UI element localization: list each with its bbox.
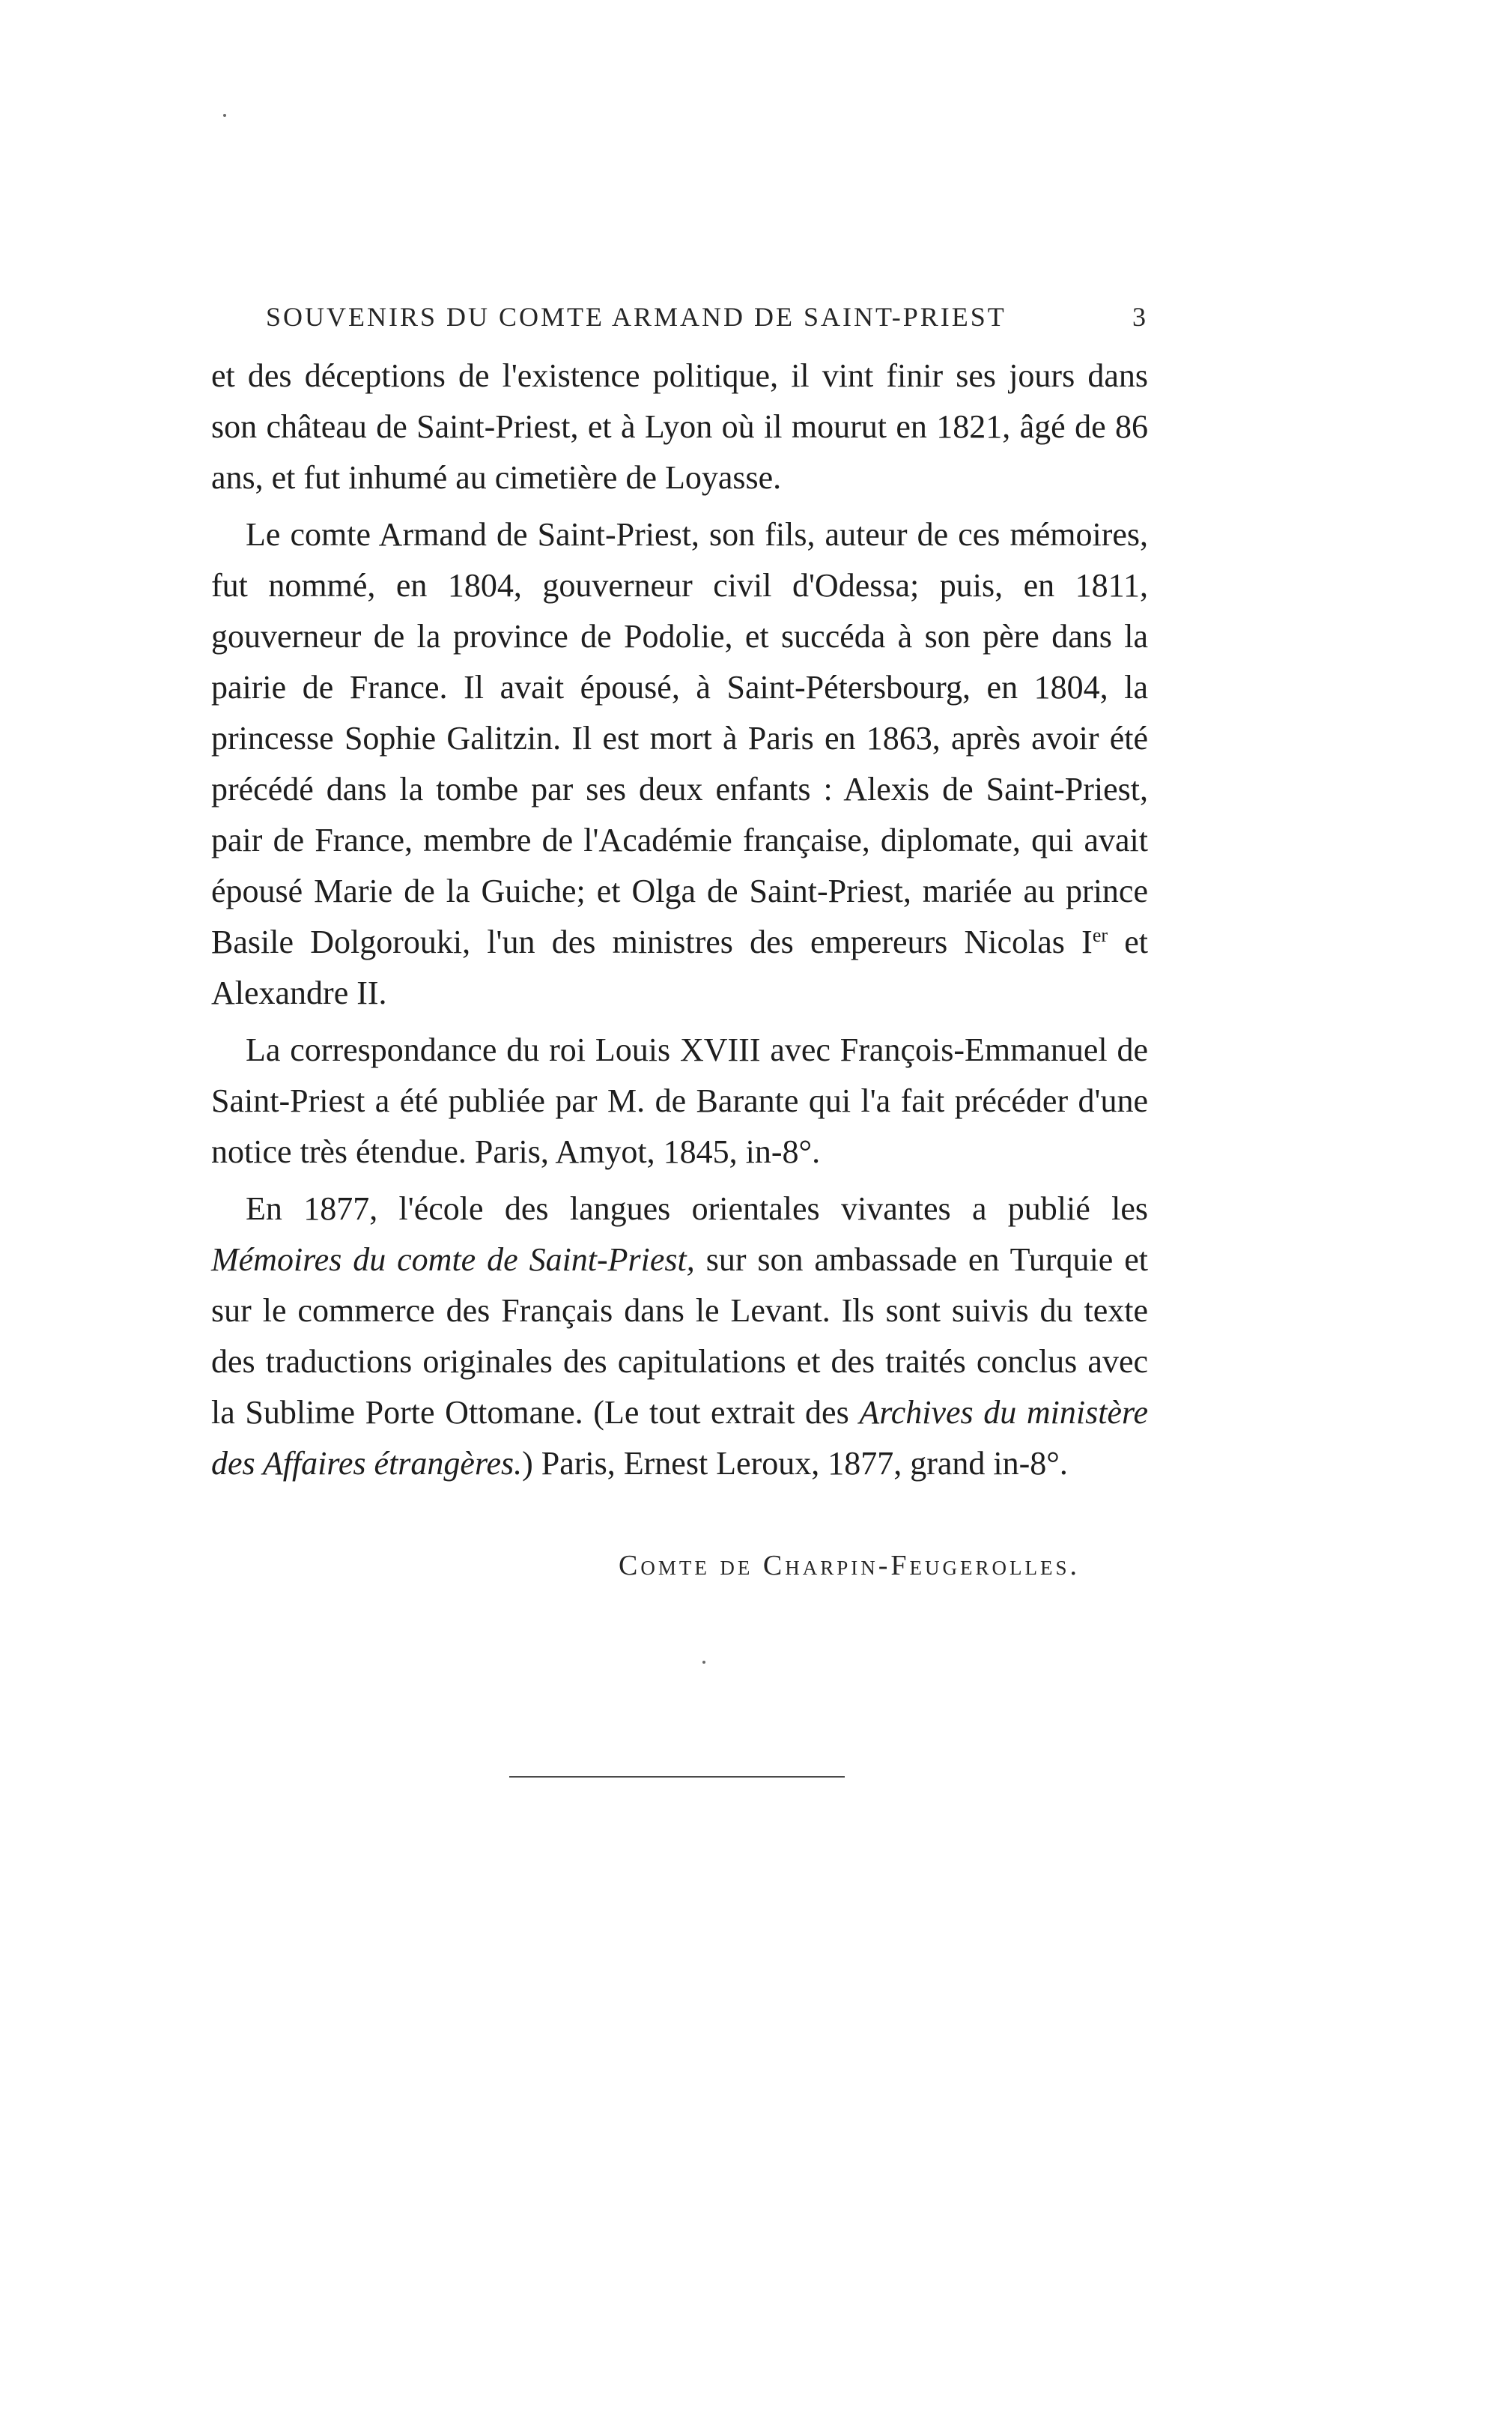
paragraph-memoires xyxy=(211,1184,1148,1489)
paragraph-armand xyxy=(211,509,1148,1019)
body-text xyxy=(211,351,1148,1495)
paper-speck xyxy=(223,114,226,117)
paragraph-armand-end: et Alexandre II. xyxy=(211,924,1149,1011)
paragraph-continued: et des déceptions de l'existence politique, il vint finir ses jours dans son château de Saint-Priest, et à Lyon où il mourut en 1821, âgé de 86 ans, et fut inhumé au cimetière de Loyasse. xyxy=(211,357,1148,496)
paragraph-memoires-text-2: sur son ambassade en Turquie et sur le commerce des Français dans le Levant. Ils sont suivis du texte des traductions originales des capitulations et des traités conclus avec la Sublime Porte Ottomane. (Le tout extrait des xyxy=(211,1241,1148,1431)
archives-title-italic: Archives du ministère des Affaires étrangères. xyxy=(211,1394,1148,1482)
ordinal-superscript: er xyxy=(1092,924,1108,946)
paragraph-armand-text: Le comte Armand de Saint-Priest, son fils, auteur de ces mémoires, fut nommé, en 1804, gouverneur civil d'Odessa; puis, en 1811, gouverneur de la province de Podolie, et succéda à son père dans la pairie de France. Il avait épousé, à Saint-Pétersbourg, en 1804, la princesse Sophie Galitzin. Il est mort à Paris en 1863, après avoir été précédé dans la tombe par ses deux enfants : Alexis de Saint-Priest, pair de France, membre de l'Académie française, diplomate, qui avait épousé Marie de la Guiche; et Olga de Saint-Priest, mariée au prince Basile Dolgorouki, l'un des ministres des empereurs Nicolas I xyxy=(211,516,1148,960)
paper-speck xyxy=(702,1661,705,1664)
page-number: 3 xyxy=(1132,302,1148,332)
author-signature: Comte de Charpin-Feugerolles. xyxy=(619,1550,1080,1581)
memoires-title-italic: Mémoires du comte de Saint-Priest, xyxy=(211,1241,695,1278)
paragraph-memoires-text-1: En 1877, l'école des langues orientales vivantes a publié les xyxy=(246,1190,1148,1227)
paragraph-correspondance: La correspondance du roi Louis XVIII avec François-Emmanuel de Saint-Priest a été publiée par M. de Barante qui l'a fait précéder d'une notice très étendue. Paris, Amyot, 1845, in-8°. xyxy=(211,1031,1148,1170)
end-rule xyxy=(509,1776,845,1778)
running-title: SOUVENIRS DU COMTE ARMAND DE SAINT-PRIEST xyxy=(266,302,1007,332)
paragraph-memoires-text-3: ) Paris, Ernest Leroux, 1877, grand in-8°. xyxy=(522,1445,1068,1482)
